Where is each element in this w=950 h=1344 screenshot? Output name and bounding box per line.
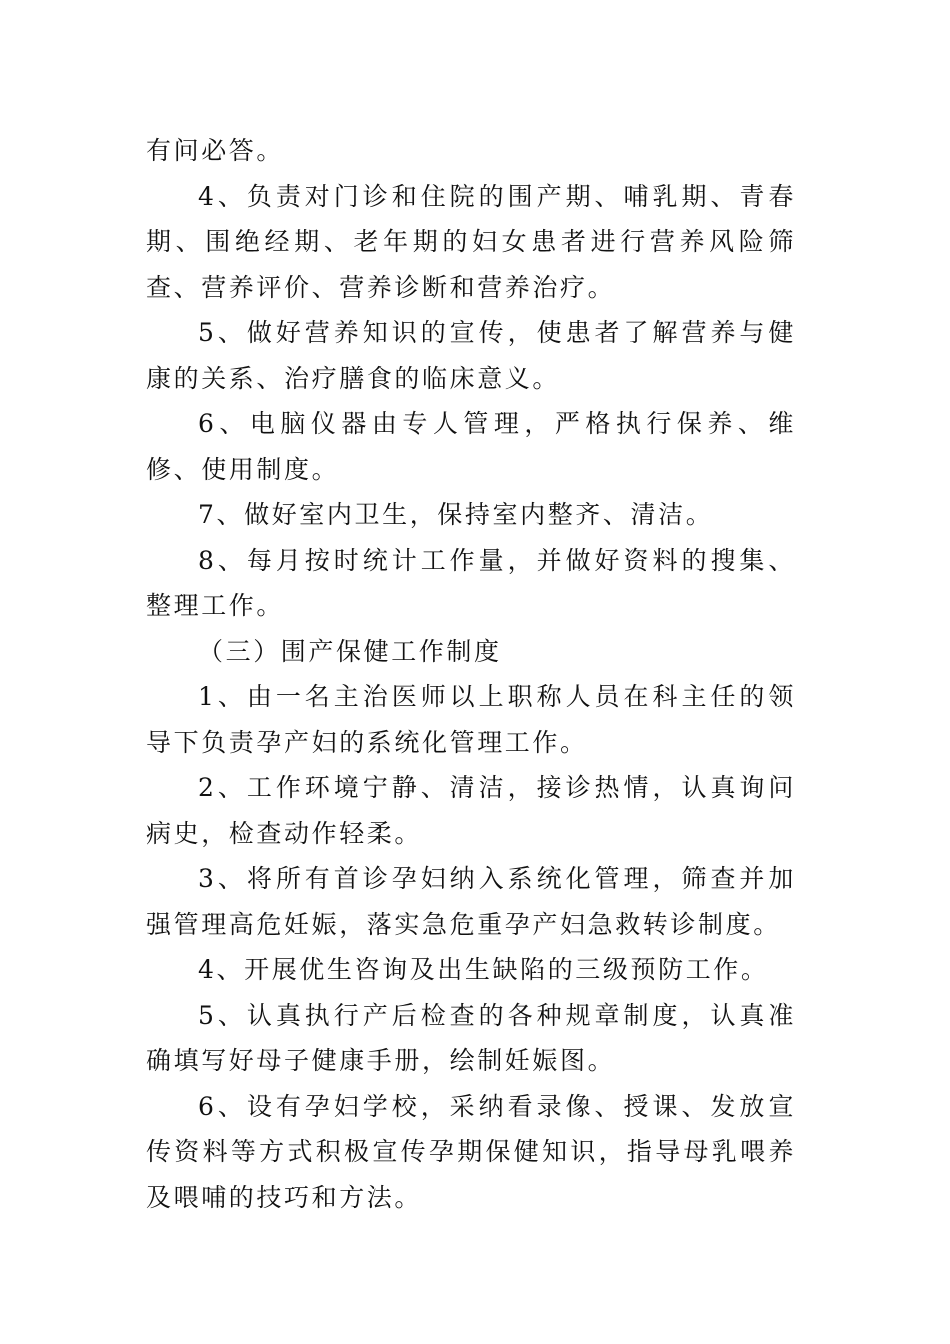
paragraph-item-7-hygiene: 7、做好室内卫生，保持室内整齐、清洁。 [198,500,714,529]
paragraph-item-5-postpartum: 5、认真执行产后检查的各种规章制度，认真准确填写好母子健康手册，绘制妊娠图。 [146,1000,796,1075]
document-body [146,128,796,1220]
paragraph-item-4-consultation: 4、开展优生咨询及出生缺陷的三级预防工作。 [198,955,769,984]
paragraph-item-6-pregnancy-school: 6、设有孕妇学校，采纳看录像、授课、发放宣传资料等方式积极宣传孕期保健知识，指导母乳喂养及喂哺的技巧和方法。 [146,1091,796,1212]
section-heading-perinatal-care: （三）围产保健工作制度 [198,636,502,666]
paragraph-item-1-management: 1、由一名主治医师以上职称人员在科主任的领导下负责孕产妇的系统化管理工作。 [146,682,796,757]
paragraph-continuation: 有问必答。 [146,136,285,165]
paragraph-item-5-nutrition-education: 5、做好营养知识的宣传，使患者了解营养与健康的关系、治疗膳食的临床意义。 [146,318,796,393]
paragraph-item-2-environment: 2、工作环境宁静、清洁，接诊热情，认真询问病史，检查动作轻柔。 [146,773,796,848]
paragraph-item-8-statistics: 8、每月按时统计工作量，并做好资料的搜集、整理工作。 [146,545,796,620]
paragraph-item-4-nutrition-screening: 4、负责对门诊和住院的围产期、哺乳期、青春期、围绝经期、老年期的妇女患者进行营养风险筛查、营养评价、营养诊断和营养治疗。 [146,181,796,302]
paragraph-item-3-high-risk: 3、将所有首诊孕妇纳入系统化管理，筛查并加强管理高危妊娠，落实急危重孕产妇急救转诊制度。 [146,864,796,939]
paragraph-item-6-equipment-management: 6、电脑仪器由专人管理，严格执行保养、维修、使用制度。 [146,409,796,484]
